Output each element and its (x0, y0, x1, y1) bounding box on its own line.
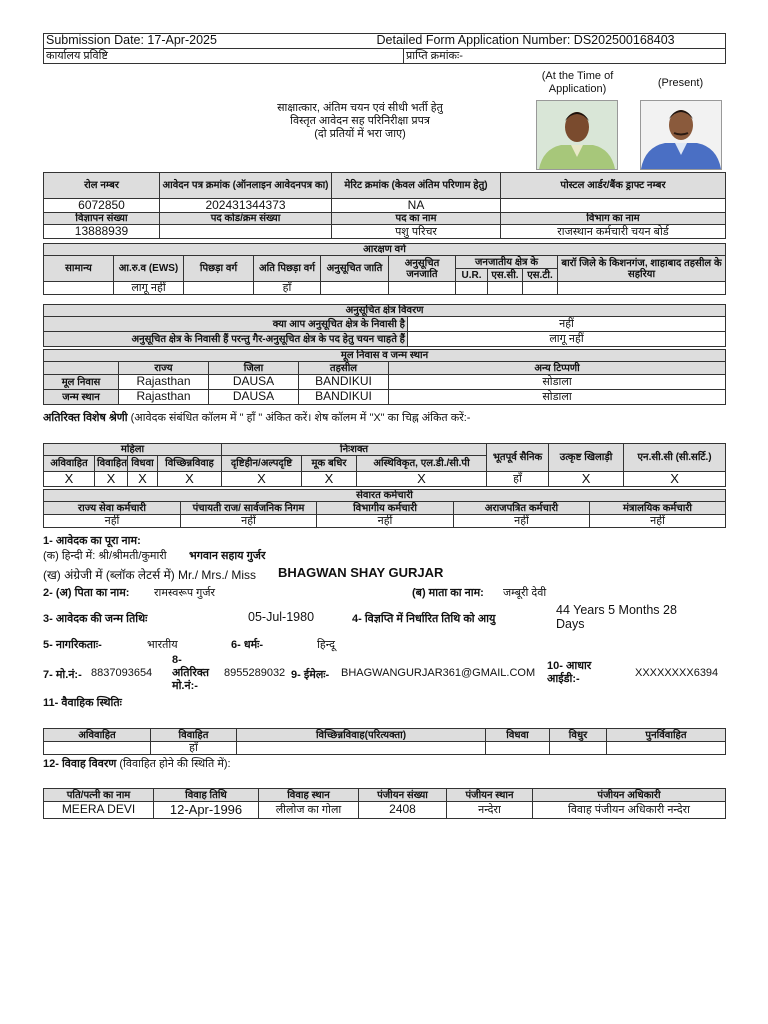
dom-col-other: अन्य टिप्पणी (389, 362, 726, 375)
special-title: अतिरिक्त विशेष श्रेणी (43, 412, 128, 424)
dom-tehsil: BANDIKUI (299, 375, 389, 390)
alt-mobile: 8955289032 (224, 667, 286, 679)
mar-place-val: लीलोज का गोला (259, 802, 359, 819)
sp-val-ex-service: हाँ (487, 472, 549, 487)
religion-label: 6- धर्मः- (231, 639, 264, 651)
ex-service-header: भूतपूर्व सैनिक (487, 444, 549, 472)
scheduled-title: अनुसूचित क्षेत्र विवरण (44, 305, 726, 317)
email-label: 9- ईमेलः- (291, 669, 330, 681)
birth-district: DAUSA (209, 390, 299, 405)
office-entry: कार्यालय प्रविष्टि (44, 49, 404, 64)
dob-label: 3- आवेदक की जन्म तिथिः (43, 613, 148, 625)
dom-row-label: मूल निवास (44, 375, 119, 390)
mar-reg-officer: पंजीयन अधिकारी (533, 789, 726, 802)
disabled-header: निःशक्त (222, 444, 487, 456)
marriage-label: 12- विवाह विवरण (43, 758, 117, 770)
ms-val (237, 742, 486, 755)
mobile: 8837093654 (91, 667, 153, 679)
emp-val: नहीं (590, 515, 726, 528)
sp-val: X (357, 472, 487, 487)
aadhar: XXXXXXXX6394 (635, 667, 719, 679)
age-label: 4- विज्ञप्ति में निर्धारित तिथि को आयु (352, 613, 496, 625)
res-val (389, 282, 456, 295)
dom-state: Rajasthan (119, 375, 209, 390)
applicant-photo-at-application (536, 100, 618, 170)
mar-date-val: 12-Apr-1996 (154, 802, 259, 819)
women-header: महिला (44, 444, 222, 456)
person-photo-icon (641, 101, 721, 169)
nationality-label: 5- नागरिकताः- (43, 639, 102, 651)
sp-val: X (549, 472, 624, 487)
post-code (160, 225, 332, 239)
hindi-name-label: (क) हिन्दी में: श्री/श्रीमती/कुमारी (43, 550, 167, 562)
emp-val: नहीं (454, 515, 590, 528)
ms-val: हाँ (151, 742, 237, 755)
advert-no: 13888939 (44, 225, 160, 239)
employee-table (43, 489, 726, 528)
res-val (184, 282, 254, 295)
english-name: BHAGWAN SHAY GURJAR (278, 565, 444, 580)
res-val (558, 282, 726, 295)
ms-married: विवाहित (151, 729, 237, 742)
ms-divorced: विच्छिन्नविवाह(परित्यक्ता) (237, 729, 486, 742)
ms-unmarried: अविवाहित (44, 729, 151, 742)
marital-status-table (43, 728, 726, 755)
ms-val (486, 742, 550, 755)
scheduled-area-table (43, 304, 726, 347)
english-name-label: (ख) अंग्रेजी में (ब्लॉक लेटर्स में) Mr./ Mrs./ Miss (43, 568, 257, 582)
res-ur: U.R. (456, 269, 488, 282)
dom-col-tehsil: तहसील (299, 362, 389, 375)
mother-label: (ब) माता का नाम: (412, 587, 484, 599)
dom-col (44, 362, 119, 375)
res-sub-sc: एस.सी. (488, 269, 523, 282)
marriage-details-table (43, 788, 726, 819)
dob: 05-Jul-1980 (248, 610, 315, 624)
dom-other: सोडाला (389, 375, 726, 390)
application-details-table (43, 172, 726, 239)
merit-no: NA (332, 199, 501, 213)
roll-number: 6072850 (44, 199, 160, 213)
religion: हिन्दू (317, 639, 335, 651)
birth-other: सोडाला (389, 390, 726, 405)
res-tribal-area: जनजातीय क्षेत्र के (456, 256, 558, 269)
sp-widow: विधवा (128, 456, 158, 472)
col-merit-no: मेरिट क्रमांक (केवल अंतिम परिणाम हेतु) (332, 173, 501, 199)
sp-divorced: विच्छिन्नविवाह (158, 456, 222, 472)
sp-blind: दृष्टिहीन/अल्पदृष्टि (222, 456, 302, 472)
submission-row (44, 34, 726, 49)
age: 44 Years 5 Months 28 Days (556, 603, 677, 631)
mar-place: विवाह स्थान (259, 789, 359, 802)
receipt-number: प्राप्ति क्रमांकः- (404, 49, 726, 64)
mar-reg-no: पंजीयन संख्या (359, 789, 447, 802)
res-val (44, 282, 114, 295)
res-sahariya: बारॉ जिले के किशनगंज, शाहाबाद तहसील के सहरिया (558, 256, 726, 282)
sp-val: X (222, 472, 302, 487)
application-number: Detailed Form Application Number: DS202500168403 (376, 33, 675, 48)
marriage-details-label (43, 758, 243, 771)
col-post-name: पद का नाम (332, 213, 501, 225)
sp-val: X (624, 472, 726, 487)
res-val: लागू नहीं (114, 282, 184, 295)
title-line-3: (दो प्रतियों में भरा जाए) (314, 128, 406, 140)
emp-panchayat: पंचायती राज/ सार्वजनिक निगम (181, 502, 317, 515)
sp-val: X (128, 472, 158, 487)
employee-title: सेवारत कर्मचारी (44, 490, 726, 502)
sp-deaf: मूक बधिर (302, 456, 357, 472)
res-val (523, 282, 558, 295)
mobile-label: 7- मो.नं:- (43, 669, 82, 681)
res-general: सामान्य (44, 256, 114, 282)
dom-district: DAUSA (209, 375, 299, 390)
mar-reg-place: पंजीयन स्थान (447, 789, 533, 802)
sp-val: X (95, 472, 128, 487)
mar-reg-place-val: नन्देरा (447, 802, 533, 819)
res-mbc: अति पिछड़ा वर्ग (254, 256, 321, 282)
father-name: रामस्वरूप गुर्जर (154, 587, 216, 599)
sp-unmarried: अविवाहित (44, 456, 95, 472)
res-sc: अनुसूचित जाति (321, 256, 389, 282)
dom-col-state: राज्य (119, 362, 209, 375)
ms-val (607, 742, 726, 755)
father-label: 2- (अ) पिता का नाम: (43, 587, 130, 599)
photo-label-present: (Present) (657, 77, 704, 89)
birth-tehsil: BANDIKUI (299, 390, 389, 405)
col-postal-order: पोस्टल आर्डर/बैंक ड्राफ्ट नम्बर (501, 173, 726, 199)
emp-val: नहीं (181, 515, 317, 528)
ms-widow: विधवा (486, 729, 550, 742)
special-note-text: (आवेदक संबंधित कॉलम में " हाँ " अंकित करें। शेष कॉलम में "X" का चिह्न अंकित करें:- (130, 412, 471, 424)
ncc-header: एन.सी.सी (सी.सर्टि.) (624, 444, 726, 472)
application-no: 202431344373 (160, 199, 332, 213)
form-title (240, 102, 480, 141)
emp-val: नहीं (44, 515, 181, 528)
scheduled-a2: लागू नहीं (408, 332, 726, 347)
q1-label: 1- आवेदक का पूरा नाम: (43, 535, 141, 547)
ms-val (550, 742, 607, 755)
hindi-name: भगवान सहाय गुर्जर (189, 550, 266, 562)
department: राजस्थान कर्मचारी चयन बोर्ड (501, 225, 726, 239)
ms-val (44, 742, 151, 755)
submission-date: Submission Date: 17-Apr-2025 (46, 33, 217, 48)
reservation-table (43, 243, 726, 295)
sp-val: X (302, 472, 357, 487)
birth-state: Rajasthan (119, 390, 209, 405)
reservation-title: आरक्षण वर्ग (44, 244, 726, 256)
sp-married: विवाहित (95, 456, 128, 472)
mar-spouse: पति/पत्नी का नाम (44, 789, 154, 802)
domicile-table (43, 349, 726, 405)
scheduled-a1: नहीं (408, 317, 726, 332)
res-val (456, 282, 488, 295)
col-application-no: आवेदन पत्र क्रमांक (ऑनलाइन आवेदनपत्र का) (160, 173, 332, 199)
col-department: विभाग का नाम (501, 213, 726, 225)
postal-order (501, 199, 726, 213)
res-val (488, 282, 523, 295)
alt-mobile-label: 8- अतिरिक्त मो.नं:- (172, 654, 210, 692)
special-category-table (43, 443, 726, 487)
res-st: अनुसूचित जनजाति (389, 256, 456, 282)
mar-reg-officer-val: विवाह पंजीयन अधिकारी नन्देरा (533, 802, 726, 819)
scheduled-q2: अनुसूचित क्षेत्र के निवासी हैं परन्तु गैर-अनुसूचित क्षेत्र के पद हेतु चयन चाहते हैं (44, 332, 408, 347)
sports-header: उत्कृष्ट खिलाड़ी (549, 444, 624, 472)
nationality: भारतीय (147, 639, 178, 651)
marriage-note: (विवाहित होने की स्थिति में): (119, 758, 231, 770)
dom-col-district: जिला (209, 362, 299, 375)
col-post-code: पद कोड/क्रम संख्या (160, 213, 332, 225)
header-table (43, 33, 726, 64)
mother-name: जम्बूरी देवी (503, 587, 547, 599)
scheduled-q1: क्या आप अनुसूचित क्षेत्र के निवासी है (44, 317, 408, 332)
title-line-2: विस्तृत आवेदन सह परिनिरीक्षा प्रपत्र (290, 115, 430, 127)
mar-reg-no-val: 2408 (359, 802, 447, 819)
emp-val: नहीं (317, 515, 454, 528)
ms-remarried: पुनर्विवाहित (607, 729, 726, 742)
post-name: पशु परिचर (332, 225, 501, 239)
title-line-1: साक्षात्कार, अंतिम चयन एवं सीधी भर्ती हेतु (277, 102, 443, 114)
birth-row-label: जन्म स्थान (44, 390, 119, 405)
emp-nongazetted: अराजपत्रित कर्मचारी (454, 502, 590, 515)
emp-state: राज्य सेवा कर्मचारी (44, 502, 181, 515)
mar-date: विवाह तिथि (154, 789, 259, 802)
marital-status-label: 11- वैवाहिक स्थितिः (43, 697, 122, 709)
domicile-title: मूल निवास व जन्म स्थान (44, 350, 726, 362)
res-sub-st: एस.टी. (523, 269, 558, 282)
ms-widower: विधुर (550, 729, 607, 742)
sp-val: X (158, 472, 222, 487)
col-advert-no: विज्ञापन संख्या (44, 213, 160, 225)
res-ews: आ.रु.व (EWS) (114, 256, 184, 282)
col-roll-number: रोल नम्बर (44, 173, 160, 199)
res-val: हाँ (254, 282, 321, 295)
sp-val: X (44, 472, 95, 487)
mar-spouse-val: MEERA DEVI (44, 802, 154, 819)
sp-orthopedic: अस्थिविकृत, एल.डी./सी.पी (357, 456, 487, 472)
person-photo-icon (537, 101, 617, 169)
special-category-note (43, 412, 483, 425)
applicant-photo-present (640, 100, 722, 170)
emp-ministerial: मंत्रालयिक कर्मचारी (590, 502, 726, 515)
res-val (321, 282, 389, 295)
email: BHAGWANGURJAR361@GMAIL.COM (341, 667, 536, 679)
emp-departmental: विभागीय कर्मचारी (317, 502, 454, 515)
aadhar-label: 10- आधार आईडी:- (547, 660, 592, 685)
res-obc: पिछड़ा वर्ग (184, 256, 254, 282)
photo-label-application: (At the Time of Application) (541, 70, 614, 95)
